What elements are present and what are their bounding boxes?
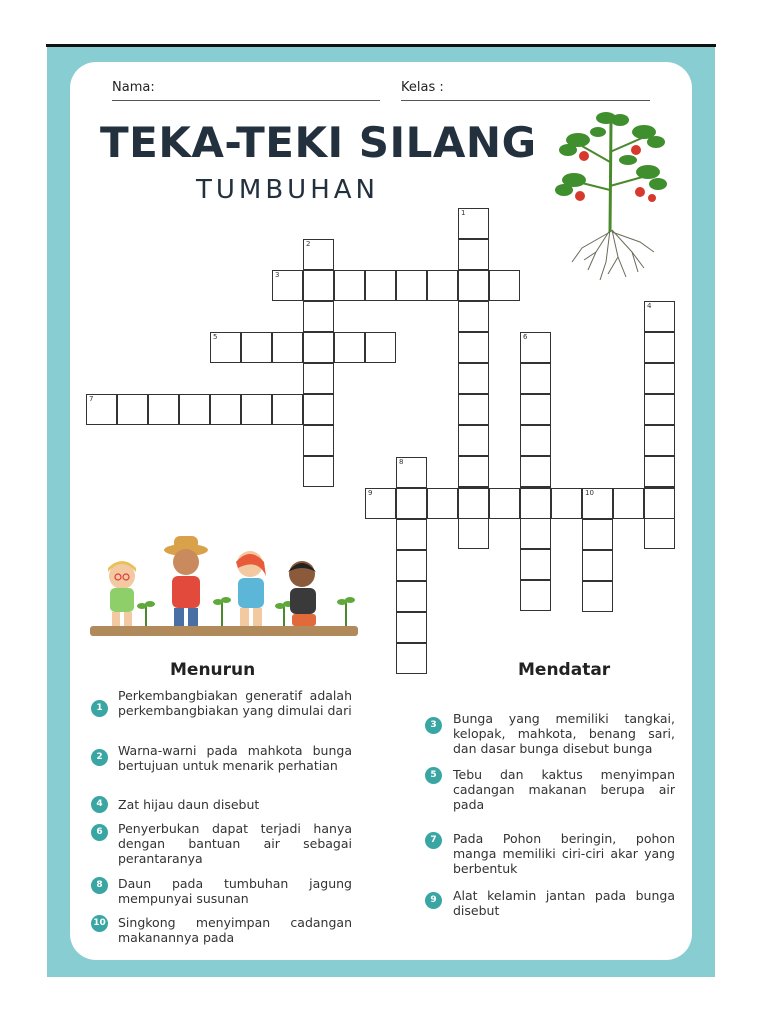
crossword-cell[interactable]	[396, 488, 427, 519]
clue-text: Tebu dan kaktus menyimpan cadangan makanan berupa air pada	[453, 767, 675, 812]
crossword-cell[interactable]	[241, 394, 272, 425]
clue-badge: 6	[91, 824, 108, 841]
crossword-cell[interactable]	[86, 394, 117, 425]
clue-text: Singkong menyimpan cadangan makanannya pada	[118, 915, 352, 945]
crossword-cell[interactable]	[303, 425, 334, 456]
cell-number: 9	[368, 489, 373, 497]
crossword-cell[interactable]	[582, 488, 613, 519]
clue-text: Alat kelamin jantan pada bunga disebut	[453, 888, 675, 918]
crossword-cell[interactable]	[458, 518, 489, 549]
crossword-cell[interactable]	[210, 332, 241, 363]
crossword-cell[interactable]	[365, 488, 396, 519]
crossword-cell[interactable]	[520, 518, 551, 549]
crossword-cell[interactable]	[520, 425, 551, 456]
crossword-cell[interactable]	[148, 394, 179, 425]
crossword-cell[interactable]	[303, 363, 334, 394]
cell-number: 5	[213, 333, 218, 341]
crossword-cell[interactable]	[272, 270, 303, 301]
crossword-cell[interactable]	[644, 332, 675, 363]
crossword-cell[interactable]	[303, 332, 334, 363]
crossword-cell[interactable]	[396, 643, 427, 674]
kelas-line	[401, 100, 650, 101]
crossword-cell[interactable]	[582, 581, 613, 612]
clue-text: Daun pada tumbuhan jagung mempunyai susunan	[118, 876, 352, 906]
crossword-cell[interactable]	[458, 363, 489, 394]
crossword-cell[interactable]	[644, 518, 675, 549]
crossword-cell[interactable]	[644, 394, 675, 425]
crossword-cell[interactable]	[613, 488, 644, 519]
menurun-heading: Menurun	[170, 660, 256, 680]
crossword-cell[interactable]	[489, 488, 520, 519]
clue-badge: 7	[425, 832, 442, 849]
crossword-cell[interactable]	[520, 456, 551, 487]
crossword-cell[interactable]	[427, 488, 458, 519]
crossword-cell[interactable]	[551, 488, 582, 519]
crossword-cell[interactable]	[644, 488, 675, 519]
clue-text: Zat hijau daun disebut	[118, 797, 260, 812]
clue-text: Perkembangbiakan generatif adalah perkembangbiakan yang dimulai dari	[118, 688, 352, 718]
crossword-cell[interactable]	[303, 270, 334, 301]
crossword-cell[interactable]	[489, 270, 520, 301]
crossword-cell[interactable]	[396, 519, 427, 550]
crossword-cell[interactable]	[520, 332, 551, 363]
crossword-cell[interactable]	[582, 550, 613, 581]
crossword-cell[interactable]	[272, 332, 303, 363]
cell-number: 1	[461, 209, 466, 217]
clue-badge: 1	[91, 700, 108, 717]
crossword-cell[interactable]	[458, 239, 489, 270]
crossword-cell[interactable]	[644, 456, 675, 487]
crossword-cell[interactable]	[241, 332, 272, 363]
clue-badge: 10	[91, 915, 108, 932]
crossword-cell[interactable]	[644, 301, 675, 332]
nama-label: Nama:	[112, 80, 155, 95]
crossword-cell[interactable]	[582, 519, 613, 550]
crossword-cell[interactable]	[396, 457, 427, 488]
crossword-cell[interactable]	[520, 488, 551, 519]
crossword-cell[interactable]	[644, 363, 675, 394]
crossword-cell[interactable]	[520, 394, 551, 425]
crossword-cell[interactable]	[396, 550, 427, 581]
clue-text: Warna-warni pada mahkota bunga bertujuan untuk menarik perhatian	[118, 743, 352, 773]
clue-text: Pada Pohon beringin, pohon manga memiliki ciri-ciri akar yang berbentuk	[453, 831, 675, 876]
crossword-cell[interactable]	[458, 456, 489, 487]
children-planting-illustration	[88, 528, 362, 640]
clue-badge: 9	[425, 892, 442, 909]
cell-number: 8	[399, 458, 404, 466]
crossword-cell[interactable]	[458, 332, 489, 363]
crossword-cell[interactable]	[644, 425, 675, 456]
crossword-cell[interactable]	[520, 549, 551, 580]
crossword-cell[interactable]	[396, 612, 427, 643]
crossword-cell[interactable]	[179, 394, 210, 425]
crossword-cell[interactable]	[365, 270, 396, 301]
clue-badge: 5	[425, 767, 442, 784]
cell-number: 10	[585, 489, 594, 497]
crossword-cell[interactable]	[272, 394, 303, 425]
clue-text: Penyerbukan dapat terjadi hanya dengan bantuan air sebagai perantaranya	[118, 821, 352, 866]
clue-badge: 3	[425, 717, 442, 734]
cell-number: 4	[647, 302, 652, 310]
clue-badge: 8	[91, 877, 108, 894]
crossword-cell[interactable]	[458, 270, 489, 301]
crossword-cell[interactable]	[334, 270, 365, 301]
crossword-cell[interactable]	[365, 332, 396, 363]
crossword-cell[interactable]	[396, 270, 427, 301]
cell-number: 7	[89, 395, 94, 403]
clue-badge: 2	[91, 749, 108, 766]
clue-badge: 4	[91, 796, 108, 813]
crossword-cell[interactable]	[458, 425, 489, 456]
crossword-cell[interactable]	[458, 208, 489, 239]
crossword-cell[interactable]	[303, 301, 334, 332]
mendatar-heading: Mendatar	[518, 660, 611, 680]
crossword-cell[interactable]	[520, 580, 551, 611]
cell-number: 6	[523, 333, 528, 341]
cell-number: 3	[275, 271, 280, 279]
crossword-cell[interactable]	[458, 488, 489, 519]
crossword-cell[interactable]	[303, 239, 334, 270]
crossword-cell[interactable]	[396, 581, 427, 612]
page-subtitle: TUMBUHAN	[196, 175, 379, 205]
crossword-cell[interactable]	[303, 456, 334, 487]
nama-line	[112, 100, 380, 101]
cell-number: 2	[306, 240, 311, 248]
crossword-cell[interactable]	[210, 394, 241, 425]
tomato-plant-illustration	[548, 102, 678, 287]
crossword-cell[interactable]	[520, 363, 551, 394]
crossword-cell[interactable]	[303, 394, 334, 425]
crossword-cell[interactable]	[334, 332, 365, 363]
page-title: TEKA-TEKI SILANG	[100, 118, 537, 167]
clue-text: Bunga yang memiliki tangkai, kelopak, mahkota, benang sari, dan dasar bunga disebut bunga	[453, 711, 675, 756]
kelas-label: Kelas :	[401, 80, 444, 95]
crossword-cell[interactable]	[458, 394, 489, 425]
crossword-cell[interactable]	[117, 394, 148, 425]
crossword-cell[interactable]	[458, 301, 489, 332]
crossword-cell[interactable]	[427, 270, 458, 301]
